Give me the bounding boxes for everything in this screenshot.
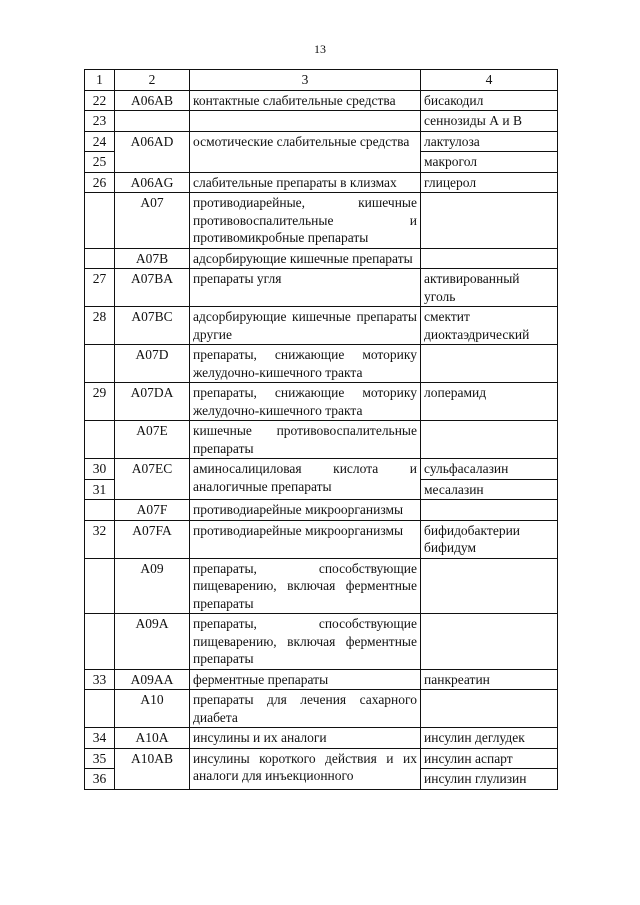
drug-name: сульфасалазин	[421, 459, 558, 480]
table-row	[85, 459, 558, 480]
row-number	[85, 690, 115, 728]
row-number: 27	[85, 269, 115, 307]
row-number: 31	[85, 479, 115, 500]
atc-code: A07DA	[115, 383, 190, 421]
drug-name	[421, 193, 558, 249]
drug-name: сеннозиды А и В	[421, 111, 558, 132]
row-number	[85, 421, 115, 459]
drug-name	[421, 558, 558, 614]
table-row	[85, 90, 558, 111]
table-row	[85, 520, 558, 558]
atc-code: A09A	[115, 614, 190, 670]
atc-code: A07EC	[115, 459, 190, 500]
drug-name: бисакодил	[421, 90, 558, 111]
row-number: 33	[85, 669, 115, 690]
drug-group: контактные слабительные средства	[190, 90, 421, 111]
atc-code: A06AD	[115, 131, 190, 172]
drug-name: инсулин деглудек	[421, 728, 558, 749]
row-number: 23	[85, 111, 115, 132]
table-header-row	[85, 70, 558, 91]
drug-group	[190, 111, 421, 132]
drug-group: противодиарейные, кишечные противовоспалительные и противомикробные препараты	[190, 193, 421, 249]
atc-code: A07F	[115, 500, 190, 521]
header-col-2: 2	[115, 70, 190, 91]
drug-group: препараты, способствующие пищеварению, включая ферментные препараты	[190, 558, 421, 614]
drug-name: инсулин аспарт	[421, 748, 558, 769]
drug-name: бифидобактерии бифидум	[421, 520, 558, 558]
table-row	[85, 748, 558, 769]
drug-name	[421, 500, 558, 521]
table-row	[85, 345, 558, 383]
drug-group: осмотические слабительные средства	[190, 131, 421, 172]
atc-code: A07FA	[115, 520, 190, 558]
atc-code: A07BA	[115, 269, 190, 307]
row-number: 34	[85, 728, 115, 749]
atc-code	[115, 111, 190, 132]
atc-code: A07E	[115, 421, 190, 459]
drug-name	[421, 421, 558, 459]
table-row	[85, 269, 558, 307]
row-number: 30	[85, 459, 115, 480]
drug-name: инсулин глулизин	[421, 769, 558, 790]
row-number: 32	[85, 520, 115, 558]
drug-group: слабительные препараты в клизмах	[190, 172, 421, 193]
drug-group: инсулины короткого действия и их аналоги для инъекционного	[190, 748, 421, 789]
table-row	[85, 172, 558, 193]
row-number: 36	[85, 769, 115, 790]
table-row	[85, 383, 558, 421]
atc-code: A10	[115, 690, 190, 728]
drug-group: адсорбирующие кишечные препараты другие	[190, 307, 421, 345]
row-number: 22	[85, 90, 115, 111]
row-number	[85, 558, 115, 614]
atc-code: A07D	[115, 345, 190, 383]
row-number	[85, 500, 115, 521]
drug-name	[421, 690, 558, 728]
drug-group: противодиарейные микроорганизмы	[190, 520, 421, 558]
drug-group: препараты, способствующие пищеварению, включая ферментные препараты	[190, 614, 421, 670]
drug-name: глицерол	[421, 172, 558, 193]
drug-group: адсорбирующие кишечные препараты	[190, 248, 421, 269]
table-row	[85, 500, 558, 521]
table-row	[85, 131, 558, 152]
table-row	[85, 728, 558, 749]
table-row	[85, 307, 558, 345]
atc-code: A07	[115, 193, 190, 249]
atc-code: A06AG	[115, 172, 190, 193]
header-col-4: 4	[421, 70, 558, 91]
drug-name: лоперамид	[421, 383, 558, 421]
drug-group: препараты угля	[190, 269, 421, 307]
drug-name: лактулоза	[421, 131, 558, 152]
table-row	[85, 193, 558, 249]
atc-code: A10AB	[115, 748, 190, 789]
drug-name: панкреатин	[421, 669, 558, 690]
table-row	[85, 558, 558, 614]
row-number: 29	[85, 383, 115, 421]
table-row	[85, 248, 558, 269]
row-number	[85, 193, 115, 249]
atc-code: A09AA	[115, 669, 190, 690]
row-number: 25	[85, 152, 115, 173]
drug-group: препараты для лечения сахарного диабета	[190, 690, 421, 728]
page-number: 13	[314, 42, 326, 56]
row-number	[85, 248, 115, 269]
drug-name: активированный уголь	[421, 269, 558, 307]
row-number: 35	[85, 748, 115, 769]
row-number: 28	[85, 307, 115, 345]
drug-name: смектит диоктаэдрический	[421, 307, 558, 345]
table-row	[85, 421, 558, 459]
drug-group: ферментные препараты	[190, 669, 421, 690]
drug-name	[421, 248, 558, 269]
drug-group: препараты, снижающие моторику желудочно-кишечного тракта	[190, 383, 421, 421]
drug-group: препараты, снижающие моторику желудочно-кишечного тракта	[190, 345, 421, 383]
drug-group: противодиарейные микроорганизмы	[190, 500, 421, 521]
drug-table	[84, 69, 558, 790]
table-row	[85, 111, 558, 132]
drug-name: макрогол	[421, 152, 558, 173]
drug-group: кишечные противовоспалительные препараты	[190, 421, 421, 459]
drug-name: месалазин	[421, 479, 558, 500]
table-row	[85, 614, 558, 670]
row-number	[85, 614, 115, 670]
row-number	[85, 345, 115, 383]
drug-group: инсулины и их аналоги	[190, 728, 421, 749]
row-number: 24	[85, 131, 115, 152]
atc-code: A07B	[115, 248, 190, 269]
header-col-3: 3	[190, 70, 421, 91]
drug-group: аминосалициловая кислота и аналогичные препараты	[190, 459, 421, 500]
header-col-1: 1	[85, 70, 115, 91]
atc-code: A10A	[115, 728, 190, 749]
row-number: 26	[85, 172, 115, 193]
drug-name	[421, 614, 558, 670]
table-row	[85, 669, 558, 690]
atc-code: A06AB	[115, 90, 190, 111]
table-row	[85, 690, 558, 728]
atc-code: A07BC	[115, 307, 190, 345]
drug-name	[421, 345, 558, 383]
atc-code: A09	[115, 558, 190, 614]
